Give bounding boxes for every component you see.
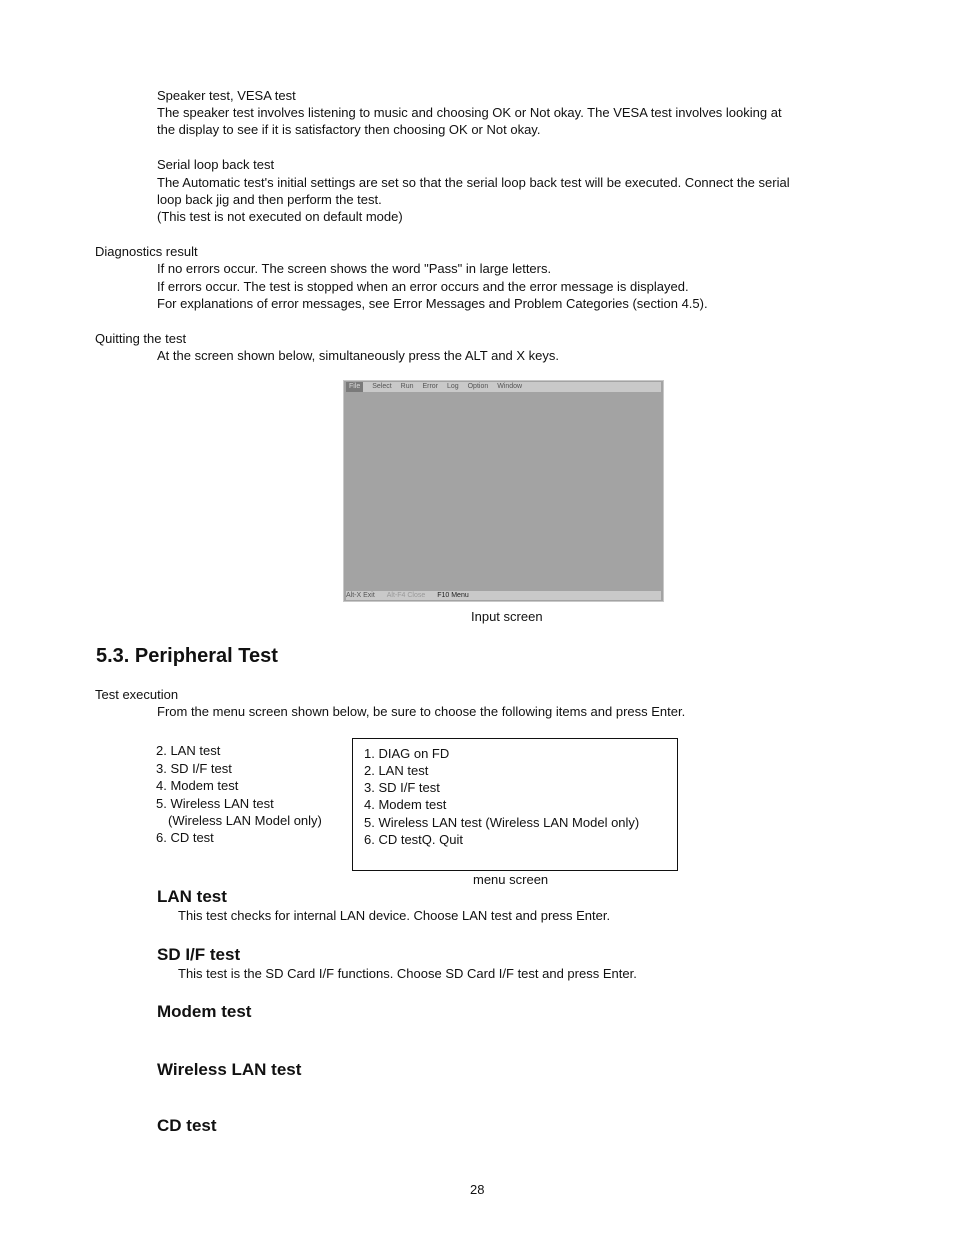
menu-item-window: Window (497, 383, 523, 390)
sd-test-heading: SD I/F test (157, 945, 241, 964)
menu-screen-caption: menu screen (473, 872, 549, 887)
menu-item-log: Log (446, 383, 459, 390)
menu-item-error: Error (422, 383, 439, 390)
status-f10-menu: F10 Menu (437, 592, 469, 599)
diagnostics-body-line-1: If no errors occur. The screen shows the word "Pass" in large letters. (157, 261, 552, 276)
menu-item-file: File (346, 382, 363, 392)
left-list-item: 4. Modem test (156, 778, 239, 793)
test-execution-body: From the menu screen shown below, be sure to choose the following items and press Enter. (157, 704, 686, 719)
menu-screen-item: 5. Wireless LAN test (Wireless LAN Model only) (364, 815, 640, 830)
quitting-body: At the screen shown below, simultaneously press the ALT and X keys. (157, 348, 560, 363)
speaker-test-body-line-2: the display to see if it is satisfactory then choosing OK or Not okay. (157, 122, 541, 137)
sd-test-body: This test is the SD Card I/F functions. Choose SD Card I/F test and press Enter. (178, 966, 637, 981)
quitting-title: Quitting the test (95, 331, 187, 346)
menu-screen-item: 6. CD testQ. Quit (364, 832, 463, 847)
left-list-item: 5. Wireless LAN test (156, 796, 274, 811)
section-heading: 5.3. Peripheral Test (96, 645, 278, 667)
left-list-item: 6. CD test (156, 830, 214, 845)
diagnostics-body-line-2: If errors occur. The test is stopped when an error occurs and the error message is displayed. (157, 279, 689, 294)
input-screen-menubar (346, 382, 661, 392)
status-alt-f4-close: Alt-F4 Close (386, 592, 426, 599)
left-list-item: 2. LAN test (156, 743, 221, 758)
lan-test-heading: LAN test (157, 887, 227, 906)
menu-screen-item: 4. Modem test (364, 797, 447, 812)
serial-test-body-line-2: loop back jig and then perform the test. (157, 192, 382, 207)
left-list-item: (Wireless LAN Model only) (168, 813, 322, 828)
menu-item-run: Run (400, 383, 414, 390)
wireless-lan-test-heading: Wireless LAN test (157, 1060, 302, 1079)
diagnostics-body-line-3: For explanations of error messages, see Error Messages and Problem Categories (section 4.5). (157, 296, 708, 311)
serial-test-title: Serial loop back test (157, 157, 275, 172)
serial-test-body-line-1: The Automatic test's initial settings are set so that the serial loop back test will be executed. Connect the serial (157, 175, 790, 190)
menu-item-select: Select (372, 383, 392, 390)
page-number: 28 (470, 1182, 485, 1197)
speaker-test-body-line-1: The speaker test involves listening to music and choosing OK or Not okay. The VESA test involves looking at (157, 105, 782, 120)
cd-test-heading: CD test (157, 1116, 217, 1135)
speaker-test-title: Speaker test, VESA test (157, 88, 296, 103)
menu-screen-item: 3. SD I/F test (364, 780, 440, 795)
menu-item-option: Option (467, 383, 489, 390)
diagnostics-title: Diagnostics result (95, 244, 198, 259)
input-screen-figure (343, 380, 664, 602)
input-screen-caption: Input screen (471, 609, 543, 624)
menu-screen-item: 2. LAN test (364, 763, 429, 778)
input-screen-statusbar (346, 591, 661, 600)
status-alt-x-exit: Alt-X Exit (346, 592, 375, 599)
serial-test-body-line-3: (This test is not executed on default mode) (157, 209, 403, 224)
modem-test-heading: Modem test (157, 1002, 252, 1021)
lan-test-body: This test checks for internal LAN device. Choose LAN test and press Enter. (178, 908, 611, 923)
left-list-item: 3. SD I/F test (156, 761, 232, 776)
test-execution-title: Test execution (95, 687, 179, 702)
menu-screen-item: 1. DIAG on FD (364, 746, 450, 761)
